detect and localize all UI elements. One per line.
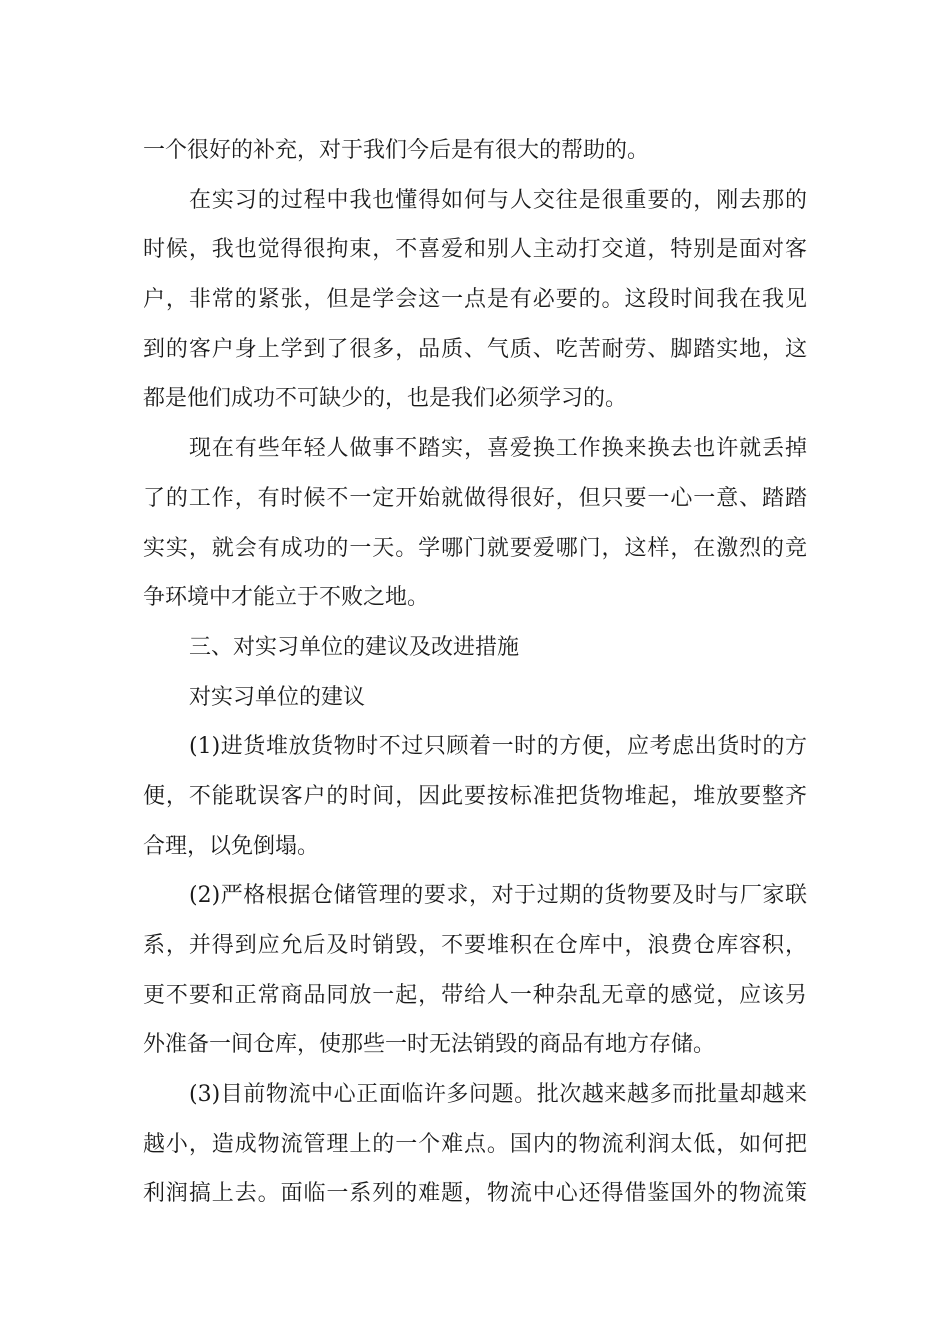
text-line: 了的工作，有时候不一定开始就做得很好，但只要一心一意、踏踏 [143, 485, 807, 511]
text-line: 都是他们成功不可缺少的，也是我们必须学习的。 [143, 386, 628, 412]
text-line: 时候，我也觉得很拘束，不喜爱和别人主动打交道，特别是面对客 [143, 237, 807, 263]
text-line: (1)进货堆放货物时不过只顾着一时的方便，应考虑出货时的方 [189, 734, 807, 760]
text-line: 现在有些年轻人做事不踏实，喜爱换工作换来换去也许就丢掉 [189, 436, 807, 462]
text-line: 争环境中才能立于不败之地。 [143, 585, 430, 611]
text-line: 便，不能耽误客户的时间，因此要按标准把货物堆起，堆放要整齐 [143, 783, 807, 809]
text-line: 利润搞上去。面临一系列的难题，物流中心还得借鉴国外的物流策 [143, 1181, 807, 1207]
text-line: 一个很好的补充，对于我们今后是有很大的帮助的。 [143, 138, 650, 163]
subsection-heading: 对实习单位的建议 [189, 684, 366, 710]
body-text [143, 126, 807, 1219]
text-line: 合理，以免倒塌。 [143, 833, 320, 859]
text-line: (2)严格根据仓储管理的要求，对于过期的货物要及时与厂家联 [189, 883, 807, 909]
text-line: (3)目前物流中心正面临许多问题。批次越来越多而批量却越来 [189, 1082, 807, 1108]
text-line: 外准备一间仓库，使那些一时无法销毁的商品有地方存储。 [143, 1032, 716, 1058]
section-heading: 三、对实习单位的建议及改进措施 [189, 634, 520, 660]
text-line: 到的客户身上学到了很多，品质、气质、吃苦耐劳、脚踏实地，这 [143, 336, 807, 362]
text-line: 户，非常的紧张，但是学会这一点是有必要的。这段时间我在我见 [143, 287, 807, 313]
text-line: 在实习的过程中我也懂得如何与人交往是很重要的，刚去那的 [189, 187, 807, 213]
text-line: 系，并得到应允后及时销毁，不要堆积在仓库中，浪费仓库容积， [143, 933, 807, 958]
text-line: 越小，造成物流管理上的一个难点。国内的物流利润太低，如何把 [143, 1131, 807, 1157]
text-line: 更不要和正常商品同放一起，带给人一种杂乱无章的感觉，应该另 [143, 982, 807, 1008]
text-line: 实实，就会有成功的一天。学哪门就要爱哪门，这样，在激烈的竞 [143, 535, 807, 561]
